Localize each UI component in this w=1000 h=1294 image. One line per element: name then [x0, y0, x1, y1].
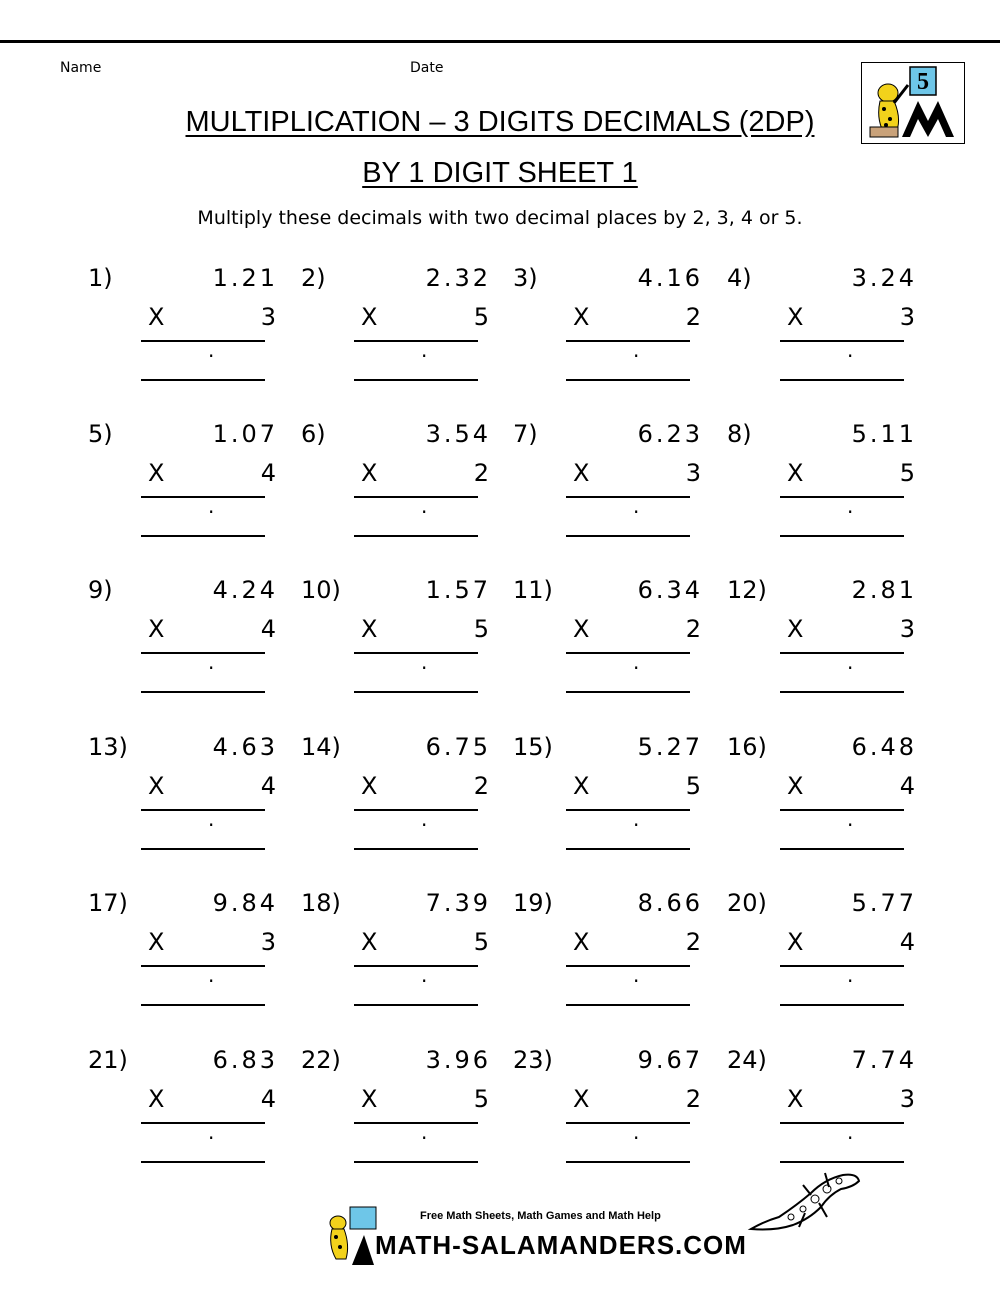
multiply-sign: X	[361, 928, 378, 956]
problem-multiplier: 4	[260, 459, 276, 487]
problem-item	[88, 576, 288, 696]
problem-item	[727, 264, 927, 384]
answer-line[interactable]	[141, 848, 265, 850]
grade-number: 5	[917, 69, 929, 95]
multiply-sign: X	[573, 1085, 590, 1113]
problem-number: 21)	[88, 1046, 128, 1074]
problem-number: 11)	[513, 576, 553, 604]
problem-item	[301, 733, 501, 853]
problem-rule	[566, 652, 690, 654]
multiply-sign: X	[361, 615, 378, 643]
problem-item	[727, 576, 927, 696]
problem-multiplier: 3	[260, 303, 276, 331]
multiply-sign: X	[787, 772, 804, 800]
problem-rule	[780, 965, 904, 967]
worksheet-subtitle: BY 1 DIGIT SHEET 1	[362, 157, 638, 189]
problem-rule	[141, 1122, 265, 1124]
problem-item	[727, 889, 927, 1009]
problem-item	[301, 576, 501, 696]
answer-line[interactable]	[780, 1161, 904, 1163]
multiply-sign: X	[787, 615, 804, 643]
problem-item	[513, 733, 713, 853]
multiply-sign: X	[361, 772, 378, 800]
problem-item	[513, 1046, 713, 1166]
multiply-sign: X	[573, 615, 590, 643]
answer-decimal-point: .	[421, 1120, 428, 1144]
problem-item	[301, 264, 501, 384]
problem-rule	[354, 652, 478, 654]
problem-item	[88, 420, 288, 540]
multiply-sign: X	[573, 303, 590, 331]
answer-decimal-point: .	[633, 963, 640, 987]
answer-decimal-point: .	[421, 494, 428, 518]
answer-decimal-point: .	[633, 1120, 640, 1144]
answer-line[interactable]	[141, 379, 265, 381]
answer-line[interactable]	[780, 691, 904, 693]
answer-line[interactable]	[141, 691, 265, 693]
problem-decimal: 7.39	[425, 889, 491, 917]
problem-decimal: 2.81	[851, 576, 917, 604]
problem-number: 6)	[301, 420, 326, 448]
problem-decimal: 7.74	[851, 1046, 917, 1074]
answer-decimal-point: .	[633, 807, 640, 831]
problem-multiplier: 3	[899, 1085, 915, 1113]
problem-rule	[354, 965, 478, 967]
answer-line[interactable]	[780, 379, 904, 381]
problem-number: 3)	[513, 264, 538, 292]
problem-decimal: 5.27	[637, 733, 703, 761]
answer-line[interactable]	[566, 535, 690, 537]
answer-line[interactable]	[566, 848, 690, 850]
multiply-sign: X	[787, 928, 804, 956]
multiply-sign: X	[361, 459, 378, 487]
salamander-icon	[745, 1165, 865, 1240]
problem-multiplier: 2	[473, 459, 489, 487]
problem-decimal: 3.24	[851, 264, 917, 292]
problem-multiplier: 4	[899, 772, 915, 800]
problem-item	[301, 889, 501, 1009]
problem-item	[727, 420, 927, 540]
problem-multiplier: 3	[899, 303, 915, 331]
answer-decimal-point: .	[847, 650, 854, 674]
problem-multiplier: 4	[260, 772, 276, 800]
problem-decimal: 1.57	[425, 576, 491, 604]
answer-decimal-point: .	[847, 963, 854, 987]
problem-number: 15)	[513, 733, 553, 761]
problem-decimal: 8.66	[637, 889, 703, 917]
footer-brand: MATH-SALAMANDERS.COM	[375, 1230, 747, 1260]
problem-item	[727, 733, 927, 853]
problem-number: 23)	[513, 1046, 553, 1074]
answer-decimal-point: .	[421, 963, 428, 987]
problem-number: 12)	[727, 576, 767, 604]
answer-decimal-point: .	[208, 807, 215, 831]
problem-multiplier: 4	[260, 1085, 276, 1113]
problem-decimal: 9.84	[212, 889, 278, 917]
problem-multiplier: 5	[899, 459, 915, 487]
problem-rule	[141, 340, 265, 342]
multiply-sign: X	[148, 459, 165, 487]
answer-decimal-point: .	[847, 1120, 854, 1144]
problem-number: 17)	[88, 889, 128, 917]
problem-item	[513, 420, 713, 540]
problem-rule	[780, 652, 904, 654]
top-rule	[0, 40, 1000, 43]
problem-rule	[354, 1122, 478, 1124]
problem-multiplier: 2	[685, 928, 701, 956]
problem-number: 4)	[727, 264, 752, 292]
problem-decimal: 1.21	[212, 264, 278, 292]
answer-decimal-point: .	[421, 807, 428, 831]
problem-item	[301, 420, 501, 540]
problem-item	[727, 1046, 927, 1166]
problem-rule	[141, 965, 265, 967]
problem-number: 18)	[301, 889, 341, 917]
problem-decimal: 5.11	[851, 420, 917, 448]
problem-number: 14)	[301, 733, 341, 761]
multiply-sign: X	[787, 303, 804, 331]
answer-line[interactable]	[566, 379, 690, 381]
problem-number: 19)	[513, 889, 553, 917]
problem-item	[513, 889, 713, 1009]
footer-logo-icon	[322, 1205, 382, 1267]
problem-multiplier: 3	[260, 928, 276, 956]
problem-rule	[354, 809, 478, 811]
multiply-sign: X	[148, 772, 165, 800]
problem-multiplier: 5	[685, 772, 701, 800]
problem-decimal: 6.83	[212, 1046, 278, 1074]
problem-decimal: 6.34	[637, 576, 703, 604]
problem-rule	[354, 340, 478, 342]
answer-line[interactable]	[780, 848, 904, 850]
problem-rule	[566, 965, 690, 967]
problem-rule	[566, 809, 690, 811]
multiply-sign: X	[148, 303, 165, 331]
problem-number: 5)	[88, 420, 113, 448]
footer-tagline: Free Math Sheets, Math Games and Math Help	[420, 1210, 661, 1222]
problem-number: 24)	[727, 1046, 767, 1074]
problem-decimal: 6.48	[851, 733, 917, 761]
problem-multiplier: 5	[473, 1085, 489, 1113]
multiply-sign: X	[148, 928, 165, 956]
problem-decimal: 3.54	[425, 420, 491, 448]
answer-decimal-point: .	[421, 338, 428, 362]
problem-number: 22)	[301, 1046, 341, 1074]
answer-line[interactable]	[566, 1004, 690, 1006]
problem-number: 7)	[513, 420, 538, 448]
multiply-sign: X	[573, 772, 590, 800]
answer-decimal-point: .	[633, 494, 640, 518]
problem-decimal: 4.24	[212, 576, 278, 604]
problem-item	[513, 576, 713, 696]
multiply-sign: X	[148, 615, 165, 643]
multiply-sign: X	[573, 928, 590, 956]
problem-rule	[780, 496, 904, 498]
multiply-sign: X	[573, 459, 590, 487]
problem-multiplier: 5	[473, 615, 489, 643]
problem-item	[88, 264, 288, 384]
answer-line[interactable]	[354, 691, 478, 693]
problem-rule	[780, 809, 904, 811]
answer-decimal-point: .	[421, 650, 428, 674]
answer-line[interactable]	[141, 1161, 265, 1163]
problem-rule	[141, 496, 265, 498]
problem-item	[88, 889, 288, 1009]
answer-decimal-point: .	[208, 963, 215, 987]
answer-decimal-point: .	[208, 338, 215, 362]
multiply-sign: X	[361, 303, 378, 331]
problem-rule	[566, 340, 690, 342]
instructions: Multiply these decimals with two decimal places by 2, 3, 4 or 5.	[197, 207, 803, 229]
answer-decimal-point: .	[847, 338, 854, 362]
problem-decimal: 2.32	[425, 264, 491, 292]
date-label: Date	[410, 60, 444, 76]
problem-rule	[566, 496, 690, 498]
problem-item	[513, 264, 713, 384]
problem-multiplier: 3	[685, 459, 701, 487]
answer-line[interactable]	[566, 691, 690, 693]
answer-line[interactable]	[354, 1161, 478, 1163]
name-label: Name	[60, 60, 102, 76]
problem-multiplier: 5	[473, 303, 489, 331]
answer-line[interactable]	[354, 1004, 478, 1006]
problem-decimal: 1.07	[212, 420, 278, 448]
problem-multiplier: 4	[899, 928, 915, 956]
problem-number: 1)	[88, 264, 113, 292]
problem-rule	[141, 652, 265, 654]
answer-decimal-point: .	[633, 650, 640, 674]
multiply-sign: X	[148, 1085, 165, 1113]
problem-number: 8)	[727, 420, 752, 448]
problem-rule	[354, 496, 478, 498]
problem-decimal: 6.75	[425, 733, 491, 761]
answer-decimal-point: .	[847, 494, 854, 518]
worksheet-title: MULTIPLICATION – 3 DIGITS DECIMALS (2DP)	[185, 106, 815, 138]
problem-rule	[780, 340, 904, 342]
answer-line[interactable]	[141, 535, 265, 537]
problem-multiplier: 2	[473, 772, 489, 800]
problem-decimal: 6.23	[637, 420, 703, 448]
problem-item	[301, 1046, 501, 1166]
problem-number: 10)	[301, 576, 341, 604]
answer-decimal-point: .	[847, 807, 854, 831]
multiply-sign: X	[787, 1085, 804, 1113]
problem-multiplier: 2	[685, 303, 701, 331]
problem-number: 9)	[88, 576, 113, 604]
answer-decimal-point: .	[633, 338, 640, 362]
answer-line[interactable]	[354, 848, 478, 850]
answer-decimal-point: .	[208, 1120, 215, 1144]
problem-number: 16)	[727, 733, 767, 761]
problem-multiplier: 5	[473, 928, 489, 956]
answer-line[interactable]	[141, 1004, 265, 1006]
answer-decimal-point: .	[208, 650, 215, 674]
problem-rule	[141, 809, 265, 811]
problem-decimal: 5.77	[851, 889, 917, 917]
problem-rule	[780, 1122, 904, 1124]
answer-decimal-point: .	[208, 494, 215, 518]
problem-number: 20)	[727, 889, 767, 917]
problem-decimal: 4.63	[212, 733, 278, 761]
answer-line[interactable]	[780, 535, 904, 537]
answer-line[interactable]	[354, 535, 478, 537]
problem-rule	[566, 1122, 690, 1124]
answer-line[interactable]	[780, 1004, 904, 1006]
multiply-sign: X	[787, 459, 804, 487]
problem-decimal: 9.67	[637, 1046, 703, 1074]
problem-decimal: 3.96	[425, 1046, 491, 1074]
problem-item	[88, 1046, 288, 1166]
problem-item	[88, 733, 288, 853]
problem-number: 13)	[88, 733, 128, 761]
problem-multiplier: 4	[260, 615, 276, 643]
answer-line[interactable]	[354, 379, 478, 381]
problem-number: 2)	[301, 264, 326, 292]
problem-decimal: 4.16	[637, 264, 703, 292]
problem-multiplier: 3	[899, 615, 915, 643]
problem-multiplier: 2	[685, 615, 701, 643]
multiply-sign: X	[361, 1085, 378, 1113]
problem-multiplier: 2	[685, 1085, 701, 1113]
answer-line[interactable]	[566, 1161, 690, 1163]
